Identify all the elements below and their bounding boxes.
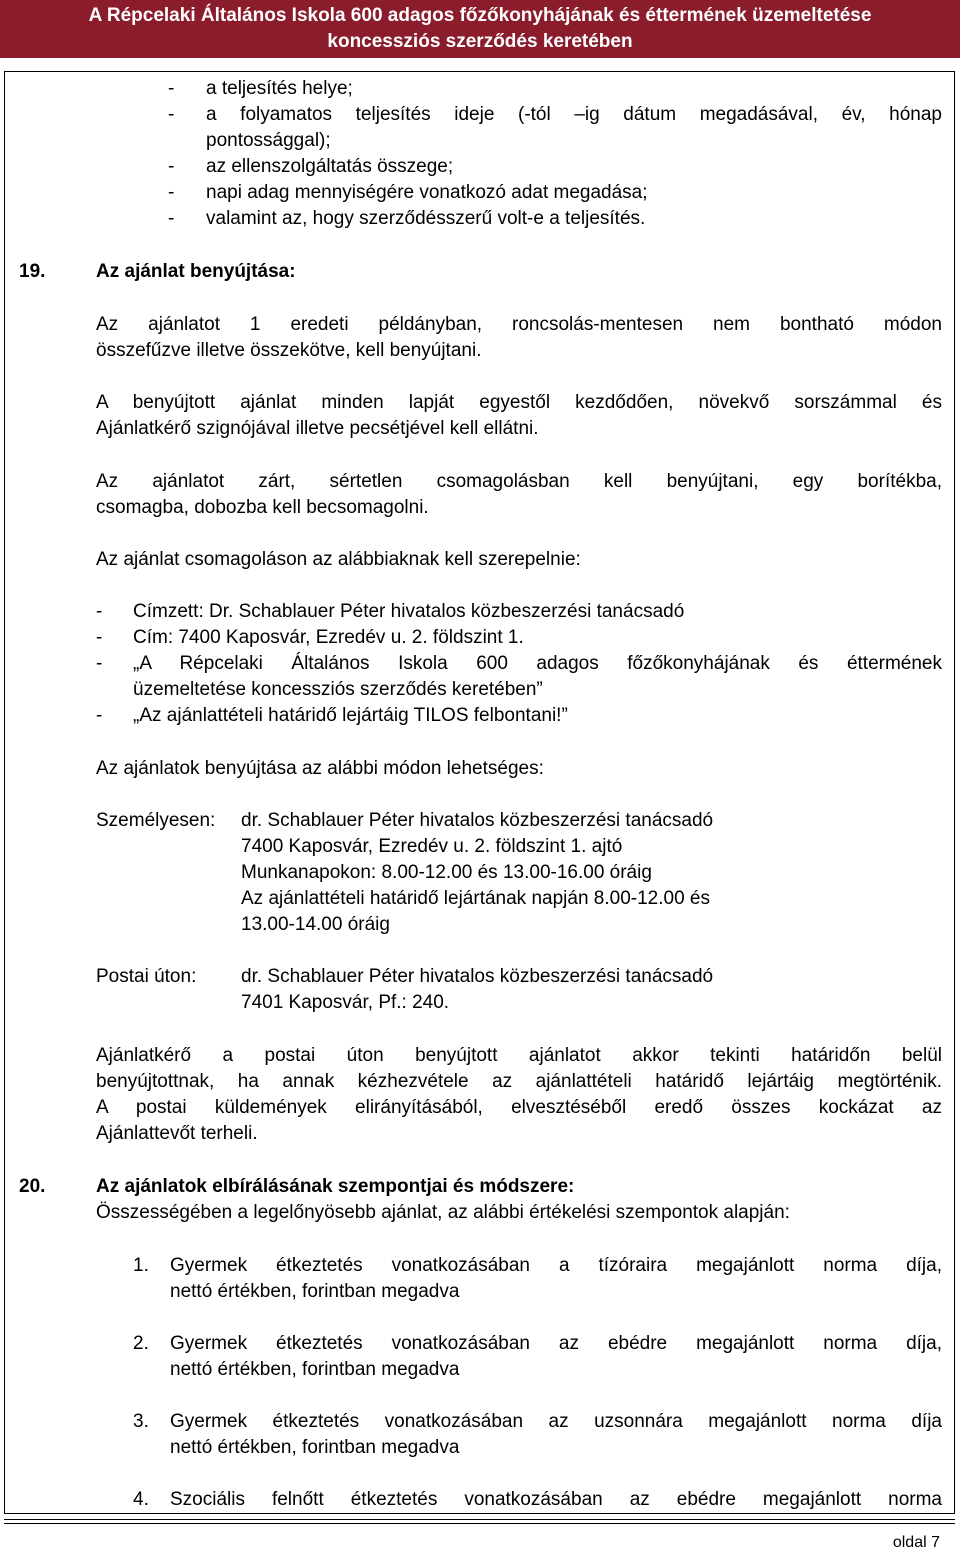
package-list-item: „A Répcelaki Általános Iskola 600 adagos főzőkonyhájának és éttermének xyxy=(133,653,942,674)
section-19-title: Az ajánlat benyújtása: xyxy=(96,261,296,282)
criteria-number: 1. xyxy=(133,1255,149,1276)
section-20-title: Az ajánlatok elbírálásának szempontjai és módszere: xyxy=(96,1176,575,1197)
top-list-item: a teljesítés helye; xyxy=(206,78,353,99)
package-list-item: Cím: 7400 Kaposvár, Ezredév u. 2. földszint 1. xyxy=(133,627,524,648)
section-19-paragraph-1-line-1: Az ajánlatot 1 eredeti példányban, roncsolás-mentesen nem bontható módon xyxy=(96,314,942,335)
section-19-number: 19. xyxy=(19,261,46,282)
section-19-paragraph-1-line-2: összefűzve illetve összekötve, kell benyújtani. xyxy=(96,340,482,361)
section-19-paragraph-3-line-2: csomagba, dobozba kell becsomagolni. xyxy=(96,497,429,518)
criteria-item-line-2: nettó értékben, forintban megadva xyxy=(170,1437,460,1458)
criteria-number: 2. xyxy=(133,1333,149,1354)
header-title-line-1: A Répcelaki Általános Iskola 600 adagos főzőkonyhájának és éttermének üzemeltetése xyxy=(88,5,872,26)
top-list-item: valamint az, hogy szerződésszerű volt-e a teljesítés. xyxy=(206,208,646,229)
header-title-line-2: koncessziós szerződés keretében xyxy=(327,31,633,52)
top-list-item: a folyamatos teljesítés ideje (-tól –ig dátum megadásával, év, hónap xyxy=(206,104,942,125)
section-19-paragraph-6-line-2: benyújtottnak, ha annak kézhezvétele az ajánlattételi határidő lejártáig megtörténik. xyxy=(96,1071,942,1092)
postal-delivery-line: dr. Schablauer Péter hivatalos közbeszerzési tanácsadó xyxy=(241,966,714,987)
top-list-item: napi adag mennyiségére vonatkozó adat megadása; xyxy=(206,182,648,203)
package-list-dash: - xyxy=(96,705,103,726)
criteria-item-line-2: nettó értékben, forintban megadva xyxy=(170,1281,460,1302)
personal-delivery-line: 13.00-14.00 óráig xyxy=(241,914,390,935)
package-list-dash: - xyxy=(96,653,103,674)
personal-delivery-line: 7400 Kaposvár, Ezredév u. 2. földszint 1. ajtó xyxy=(241,836,623,857)
criteria-item-line-1: Gyermek étkeztetés vonatkozásában az uzsonnára megajánlott norma díja xyxy=(170,1411,942,1432)
bottom-rule xyxy=(4,1519,955,1520)
section-20-intro: Összességében a legelőnyösebb ajánlat, az alábbi értékelési szempontok alapján: xyxy=(96,1202,790,1223)
section-19-paragraph-3-line-1: Az ajánlatot zárt, sértetlen csomagolásban kell benyújtani, egy borítékba, xyxy=(96,471,942,492)
personal-delivery-line: Munkanapokon: 8.00-12.00 és 13.00-16.00 óráig xyxy=(241,862,652,883)
page-number: oldal 7 xyxy=(892,1534,940,1551)
section-19-paragraph-2-line-2: Ajánlatkérő szignójával illetve pecsétjével kell ellátni. xyxy=(96,418,539,439)
top-list-dash: - xyxy=(168,78,175,99)
top-list-dash: - xyxy=(168,182,175,203)
top-list-dash: - xyxy=(168,156,175,177)
criteria-number: 3. xyxy=(133,1411,149,1432)
top-list-dash: - xyxy=(168,104,175,125)
package-list-dash: - xyxy=(96,601,103,622)
criteria-number: 4. xyxy=(133,1489,149,1510)
personal-delivery-line: dr. Schablauer Péter hivatalos közbeszerzési tanácsadó xyxy=(241,810,714,831)
section-19-paragraph-6-line-4: Ajánlattevőt terheli. xyxy=(96,1123,258,1144)
personal-delivery-label: Személyesen: xyxy=(96,810,216,831)
criteria-item-line-1: Szociális felnőtt étkeztetés vonatkozásában az ebédre megajánlott norma xyxy=(170,1489,942,1510)
criteria-item-line-1: Gyermek étkeztetés vonatkozásában a tízóraira megajánlott norma díja, xyxy=(170,1255,942,1276)
criteria-item-line-1: Gyermek étkeztetés vonatkozásában az ebédre megajánlott norma díja, xyxy=(170,1333,942,1354)
top-list-item: az ellenszolgáltatás összege; xyxy=(206,156,454,177)
bottom-rule-2 xyxy=(4,1523,955,1524)
section-19-paragraph-4: Az ajánlat csomagoláson az alábbiaknak kell szerepelnie: xyxy=(96,549,581,570)
postal-delivery-line: 7401 Kaposvár, Pf.: 240. xyxy=(241,992,450,1013)
package-list-dash: - xyxy=(96,627,103,648)
content-frame xyxy=(4,71,955,1514)
section-19-paragraph-6-line-1: Ajánlatkérő a postai úton benyújtott ajánlatot akkor tekinti határidőn belül xyxy=(96,1045,942,1066)
postal-delivery-label: Postai úton: xyxy=(96,966,197,987)
section-20-number: 20. xyxy=(19,1176,46,1197)
package-list-item: „Az ajánlattételi határidő lejártáig TILOS felbontani!” xyxy=(133,705,568,726)
section-19-paragraph-2-line-1: A benyújtott ajánlat minden lapját egyestől kezdődően, növekvő sorszámmal és xyxy=(96,392,942,413)
section-19-paragraph-6-line-3: A postai küldemények elirányításából, elvesztéséből eredő összes kockázat az xyxy=(96,1097,942,1118)
package-list-item-continuation: üzemeltetése koncessziós szerződés keretében” xyxy=(133,679,543,700)
personal-delivery-line: Az ajánlattételi határidő lejártának napján 8.00-12.00 és xyxy=(241,888,710,909)
package-list-item: Címzett: Dr. Schablauer Péter hivatalos közbeszerzési tanácsadó xyxy=(133,601,685,622)
document-header xyxy=(0,0,960,58)
section-19-paragraph-5: Az ajánlatok benyújtása az alábbi módon lehetséges: xyxy=(96,758,544,779)
top-list-dash: - xyxy=(168,208,175,229)
top-list-item-continuation: pontossággal); xyxy=(206,130,331,151)
criteria-item-line-2: nettó értékben, forintban megadva xyxy=(170,1359,460,1380)
